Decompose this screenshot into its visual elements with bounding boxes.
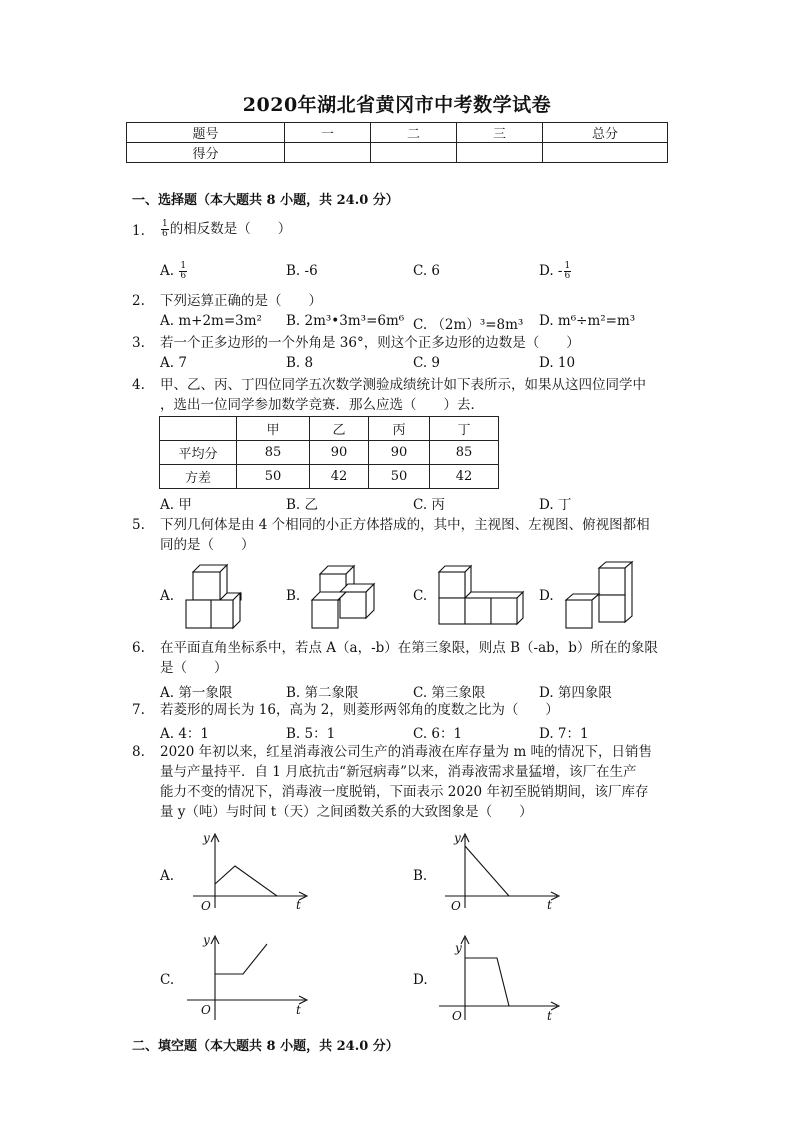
question-text: 的相反数是（ ） (169, 221, 292, 237)
axis-origin-label: O (201, 899, 211, 913)
axis-y-label: y (454, 831, 461, 845)
table-header (160, 417, 237, 441)
option-c[interactable]: C. (413, 588, 428, 604)
axis-t-label: t (296, 1003, 301, 1017)
question-4 (0, 375, 794, 415)
question-text: 在平面直角坐标系中，若点 A（a，-b）在第三象限，则点 B（-ab，b）所在的象限 (160, 640, 658, 656)
question-text-line: 量与产量持平．自 1 月底抗击“新冠病毒”以来，消毒液需求量猛增，该厂在生产 (160, 764, 637, 780)
question-number: 6. (132, 640, 145, 656)
table-cell: 85 (237, 441, 310, 465)
option-d[interactable]: D. 10 (539, 355, 576, 371)
table-row (160, 465, 499, 489)
axis-origin-label: O (452, 1009, 462, 1022)
option-d[interactable]: D. 丁 (539, 497, 572, 513)
option-d[interactable]: D. (413, 972, 428, 988)
graph-a (185, 828, 310, 918)
table-header: 甲 (237, 417, 310, 441)
question-text-line: 量 y（吨）与时间 t（天）之间函数关系的大致图象是（ ） (160, 804, 533, 820)
option-b[interactable]: B. 8 (286, 355, 314, 371)
table-header: 丙 (369, 417, 430, 441)
table-cell: 50 (369, 465, 430, 489)
question-2 (0, 291, 794, 311)
axis-t-label: t (547, 898, 552, 912)
table-cell: 85 (430, 441, 499, 465)
cube-figure-a (180, 560, 250, 632)
score-row-label: 得分 (127, 143, 285, 163)
option-a[interactable]: A. 7 (160, 355, 187, 371)
option-c[interactable]: C. 6 (413, 263, 441, 279)
cube-figure-b (308, 562, 378, 632)
score-header: 三 (457, 123, 543, 143)
option-b[interactable]: B. 第二象限 (286, 685, 359, 701)
question-5 (0, 515, 794, 555)
question-6 (0, 638, 794, 678)
graph-b (437, 828, 562, 918)
option-b[interactable]: B. (413, 868, 428, 884)
question-text: 同的是（ ） (160, 537, 255, 553)
table-cell: 90 (369, 441, 430, 465)
table-cell: 平均分 (160, 441, 237, 465)
option-b[interactable]: B. 2m³•3m³=6m⁶ (286, 313, 405, 329)
question-text: 若菱形的周长为 16，高为 2，则菱形两邻角的度数之比为（ ） (160, 702, 559, 718)
score-cell[interactable] (285, 143, 371, 163)
option-b[interactable]: B. (286, 588, 301, 604)
exam-title: 2020年湖北省黄冈市中考数学试卷 (242, 94, 552, 116)
question-3 (0, 333, 794, 353)
score-stats-table (159, 416, 499, 489)
question-1 (0, 219, 794, 243)
axis-origin-label: O (201, 1003, 211, 1017)
graph-c (185, 932, 310, 1022)
question-number: 2. (132, 293, 145, 309)
option-a[interactable]: A. 甲 (160, 497, 192, 513)
option-a[interactable]: A. (160, 868, 175, 884)
option-b[interactable]: B. 乙 (286, 497, 319, 513)
score-cell[interactable] (457, 143, 543, 163)
score-table (126, 122, 668, 163)
table-cell: 42 (430, 465, 499, 489)
question-number: 3. (132, 335, 145, 351)
table-cell: 90 (310, 441, 369, 465)
question-text: 下列运算正确的是（ ） (160, 293, 322, 309)
axis-y-label: y (203, 831, 210, 845)
option-c[interactable]: C. (160, 972, 175, 988)
option-b[interactable]: B. -6 (286, 263, 318, 279)
table-row (160, 441, 499, 465)
question-number: 5. (132, 517, 145, 533)
score-header: 总分 (543, 123, 668, 143)
score-cell[interactable] (543, 143, 668, 163)
question-text: 是（ ） (160, 660, 228, 676)
section-heading-choice: 一、选择题（本大题共 8 小题，共 24.0 分） (132, 193, 399, 208)
option-c[interactable]: C. 6：1 (413, 726, 463, 742)
option-a[interactable]: A. $\frac{1}{6}$ (160, 261, 187, 281)
table-cell: 42 (310, 465, 369, 489)
question-8 (0, 742, 794, 822)
question-text: 若一个正多边形的一个外角是 36°，则这个正多边形的边数是（ ） (160, 335, 580, 351)
score-header: 一 (285, 123, 371, 143)
axis-origin-label: O (451, 899, 461, 913)
question-text: 下列几何体是由 4 个相同的小正方体搭成的，其中，主视图、左视图、俯视图都相 (160, 517, 650, 533)
question-number: 1. (132, 223, 145, 239)
option-a[interactable]: A. 第一象限 (160, 685, 233, 701)
fraction: $\frac{1}{6}$ (162, 219, 168, 239)
score-header: 题号 (127, 123, 285, 143)
section-heading-fill: 二、填空题（本大题共 8 小题，共 24.0 分） (132, 1039, 399, 1054)
option-d[interactable]: D. (539, 588, 554, 604)
option-d[interactable]: D. - $\frac{1}{6}$ (539, 261, 571, 281)
table-header: 乙 (310, 417, 369, 441)
question-text-line: 能力不变的情况下，消毒液一度脱销，下面表示 2020 年初至脱销期间，该厂库存 (160, 784, 649, 800)
axis-y-label: y (203, 933, 210, 947)
score-header: 二 (371, 123, 457, 143)
option-d[interactable]: D. 第四象限 (539, 685, 612, 701)
question-text-line: 2020 年初以来，红星消毒液公司生产的消毒液在库存量为 m 吨的情况下，日销售 (160, 744, 653, 760)
cube-figure-c (433, 562, 528, 628)
table-cell: 50 (237, 465, 310, 489)
table-header: 丁 (430, 417, 499, 441)
question-text: 甲、乙、丙、丁四位同学五次数学测验成绩统计如下表所示，如果从这四位同学中 (160, 377, 646, 393)
option-c[interactable]: C. （2m）³=8m³ (413, 317, 524, 333)
question-number: 8. (132, 744, 145, 760)
graph-d (437, 932, 562, 1022)
table-cell: 方差 (160, 465, 237, 489)
cube-figure-d (562, 560, 637, 630)
score-cell[interactable] (371, 143, 457, 163)
axis-y-label: y (455, 941, 462, 955)
question-number: 7. (132, 702, 145, 718)
option-b[interactable]: B. 5：1 (286, 726, 336, 742)
option-d[interactable]: D. 7：1 (539, 726, 589, 742)
option-a[interactable]: A. m+2m=3m² (160, 313, 262, 329)
question-number: 4. (132, 377, 145, 393)
axis-t-label: t (547, 1009, 552, 1022)
option-a[interactable]: A. (160, 588, 175, 604)
option-a[interactable]: A. 4：1 (160, 726, 210, 742)
axis-t-label: t (296, 898, 301, 912)
option-c[interactable]: C. 丙 (413, 497, 445, 513)
option-c[interactable]: C. 第三象限 (413, 685, 486, 701)
option-c[interactable]: C. 9 (413, 355, 441, 371)
option-d[interactable]: D. m⁶÷m²=m³ (539, 313, 636, 329)
question-text: ，选出一位同学参加数学竞赛．那么应选（ ）去． (160, 397, 484, 413)
question-7 (0, 700, 794, 720)
